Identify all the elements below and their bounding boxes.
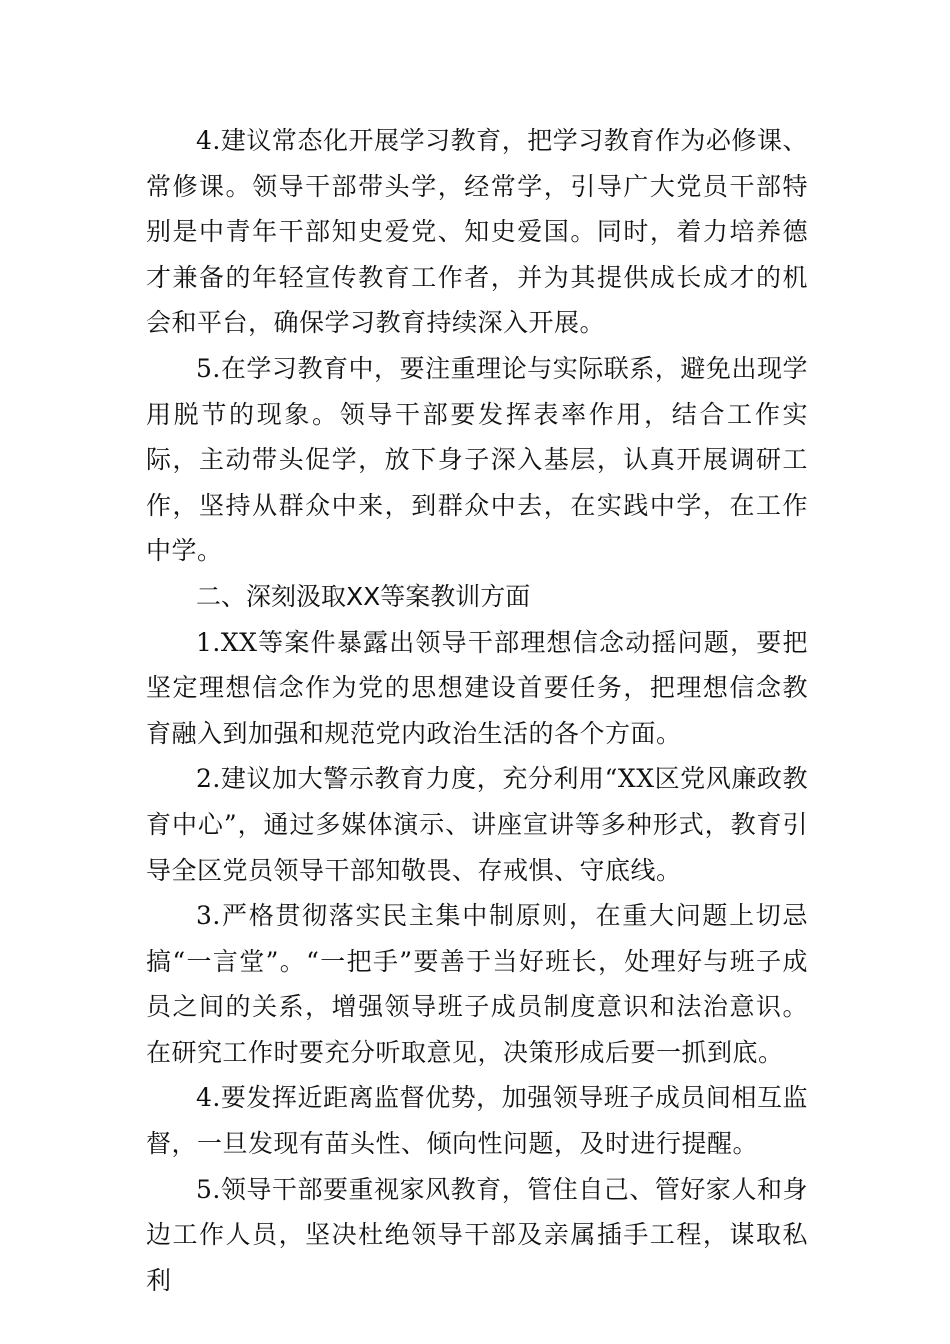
paragraph-s2-item-5: 5.领导干部要重视家风教育，管住自己、管好家人和身边工作人员，坚决杜绝领导干部及亲属插手工程，谋取私利 [146, 1174, 808, 1295]
paragraph-s1-item-4: 4.建议常态化开展学习教育，把学习教育作为必修课、常修课。领导干部带头学，经常学，引导广大党员干部特别是中青年干部知史爱党、知史爱国。同时，着力培养德才兼备的年轻宣传教育工作者，并为其提供成长成才的机会和平台，确保学习教育持续深入开展。 [146, 126, 808, 338]
paragraph-s1-item-5: 5.在学习教育中，要注重理论与实际联系，避免出现学用脱节的现象。领导干部要发挥表率作用，结合工作实际，主动带头促学，放下身子深入基层，认真开展调研工作，坚持从群众中来，到群众中去，在实践中学，在工作中学。 [146, 353, 808, 566]
section-heading: 二、深刻汲取XX等案教训方面 [196, 581, 531, 611]
document-body [146, 118, 808, 1303]
paragraph-s2-item-1: 1.XX等案件暴露出领导干部理想信念动摇问题，要把坚定理想信念作为党的思想建设首要任务，把理想信念教育融入到加强和规范党内政治生活的各个方面。 [146, 627, 808, 748]
paragraph-s2-item-2: 2.建议加大警示教育力度，充分利用“XX区党风廉政教育中心”，通过多媒体演示、讲座宣讲等多种形式，教育引导全区党员领导干部知敬畏、存戒惧、守底线。 [146, 764, 808, 885]
paragraph-s2-item-4: 4.要发挥近距离监督优势，加强领导班子成员间相互监督，一旦发现有苗头性、倾向性问题，及时进行提醒。 [146, 1083, 808, 1159]
paragraph-s2-item-3: 3.严格贯彻落实民主集中制原则，在重大问题上切忌搞“一言堂”。“一把手”要善于当好班长，处理好与班子成员之间的关系，增强领导班子成员制度意识和法治意识。在研究工作时要充分听取意见，决策形成后要一抓到底。 [146, 901, 808, 1067]
